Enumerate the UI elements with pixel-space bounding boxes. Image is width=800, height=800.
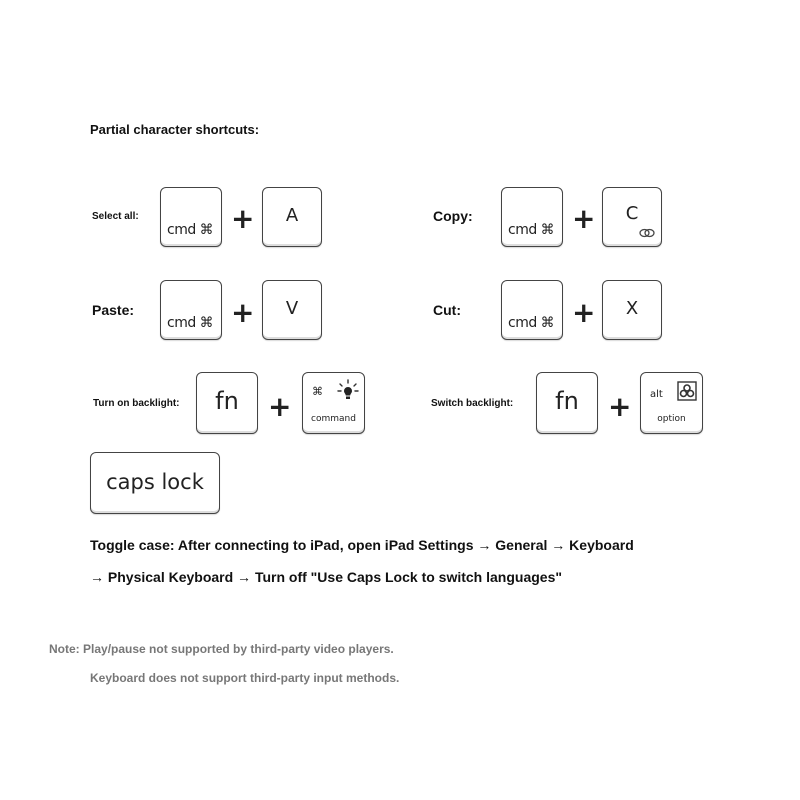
- cmd-key: [501, 280, 563, 340]
- fn-key: [196, 372, 258, 434]
- backlight-on-label: Turn on backlight:: [93, 398, 180, 409]
- caps-lock-key: [90, 452, 220, 514]
- command-key: [302, 372, 365, 434]
- x-key: [602, 280, 662, 340]
- copy-label: Copy:: [433, 208, 473, 224]
- cmd-key-label: cmd ⌘: [508, 315, 555, 331]
- toggle-case-line1: Toggle case: After connecting to iPad, open iPad Settings → General → Keyboard: [90, 537, 634, 553]
- note-prefix: Note:: [49, 642, 80, 656]
- note-text-1: Play/pause not supported by third-party video players.: [83, 642, 394, 656]
- option-key: [640, 372, 703, 434]
- plus-sign: +: [608, 390, 632, 423]
- note-line2: Keyboard does not support third-party input methods.: [90, 671, 400, 685]
- a-key: [262, 187, 322, 247]
- plus-sign: +: [268, 390, 292, 423]
- plus-sign: +: [231, 202, 255, 235]
- fn-key: [536, 372, 598, 434]
- v-key: [262, 280, 322, 340]
- cmd-key-label: cmd ⌘: [167, 315, 214, 331]
- note-line1: [49, 642, 394, 656]
- alt-label: alt: [650, 389, 663, 400]
- c-key-label: C: [625, 203, 639, 224]
- cmd-key: [501, 187, 563, 247]
- cmd-key: [160, 280, 222, 340]
- cmd-key-label: cmd ⌘: [508, 222, 555, 238]
- lightbulb-icon: [337, 379, 359, 401]
- page-title: Partial character shortcuts:: [90, 122, 260, 137]
- v-key-label: V: [285, 298, 299, 319]
- plus-sign: +: [231, 296, 255, 329]
- paste-label: Paste:: [92, 302, 135, 318]
- cut-label: Cut:: [433, 302, 461, 318]
- a-key-label: A: [285, 205, 299, 226]
- cmd-key-label: cmd ⌘: [167, 222, 214, 238]
- plus-sign: +: [572, 296, 596, 329]
- link-icon: [639, 228, 655, 238]
- fn-key-label: fn: [555, 387, 579, 415]
- backlight-mode-icon: [677, 381, 697, 401]
- option-key-sub: option: [657, 414, 686, 424]
- c-key: [602, 187, 662, 247]
- backlight-switch-label: Switch backlight:: [431, 398, 514, 409]
- plus-sign: +: [572, 202, 596, 235]
- x-key-label: X: [625, 298, 639, 319]
- command-key-sub: command: [311, 414, 356, 424]
- caps-lock-label: caps lock: [106, 470, 204, 494]
- select-all-label: Select all:: [92, 211, 139, 222]
- cmd-key: [160, 187, 222, 247]
- toggle-case-line2: → Physical Keyboard → Turn off "Use Caps Lock to switch languages": [90, 569, 563, 585]
- fn-key-label: fn: [215, 387, 239, 415]
- command-icon: ⌘: [312, 385, 323, 398]
